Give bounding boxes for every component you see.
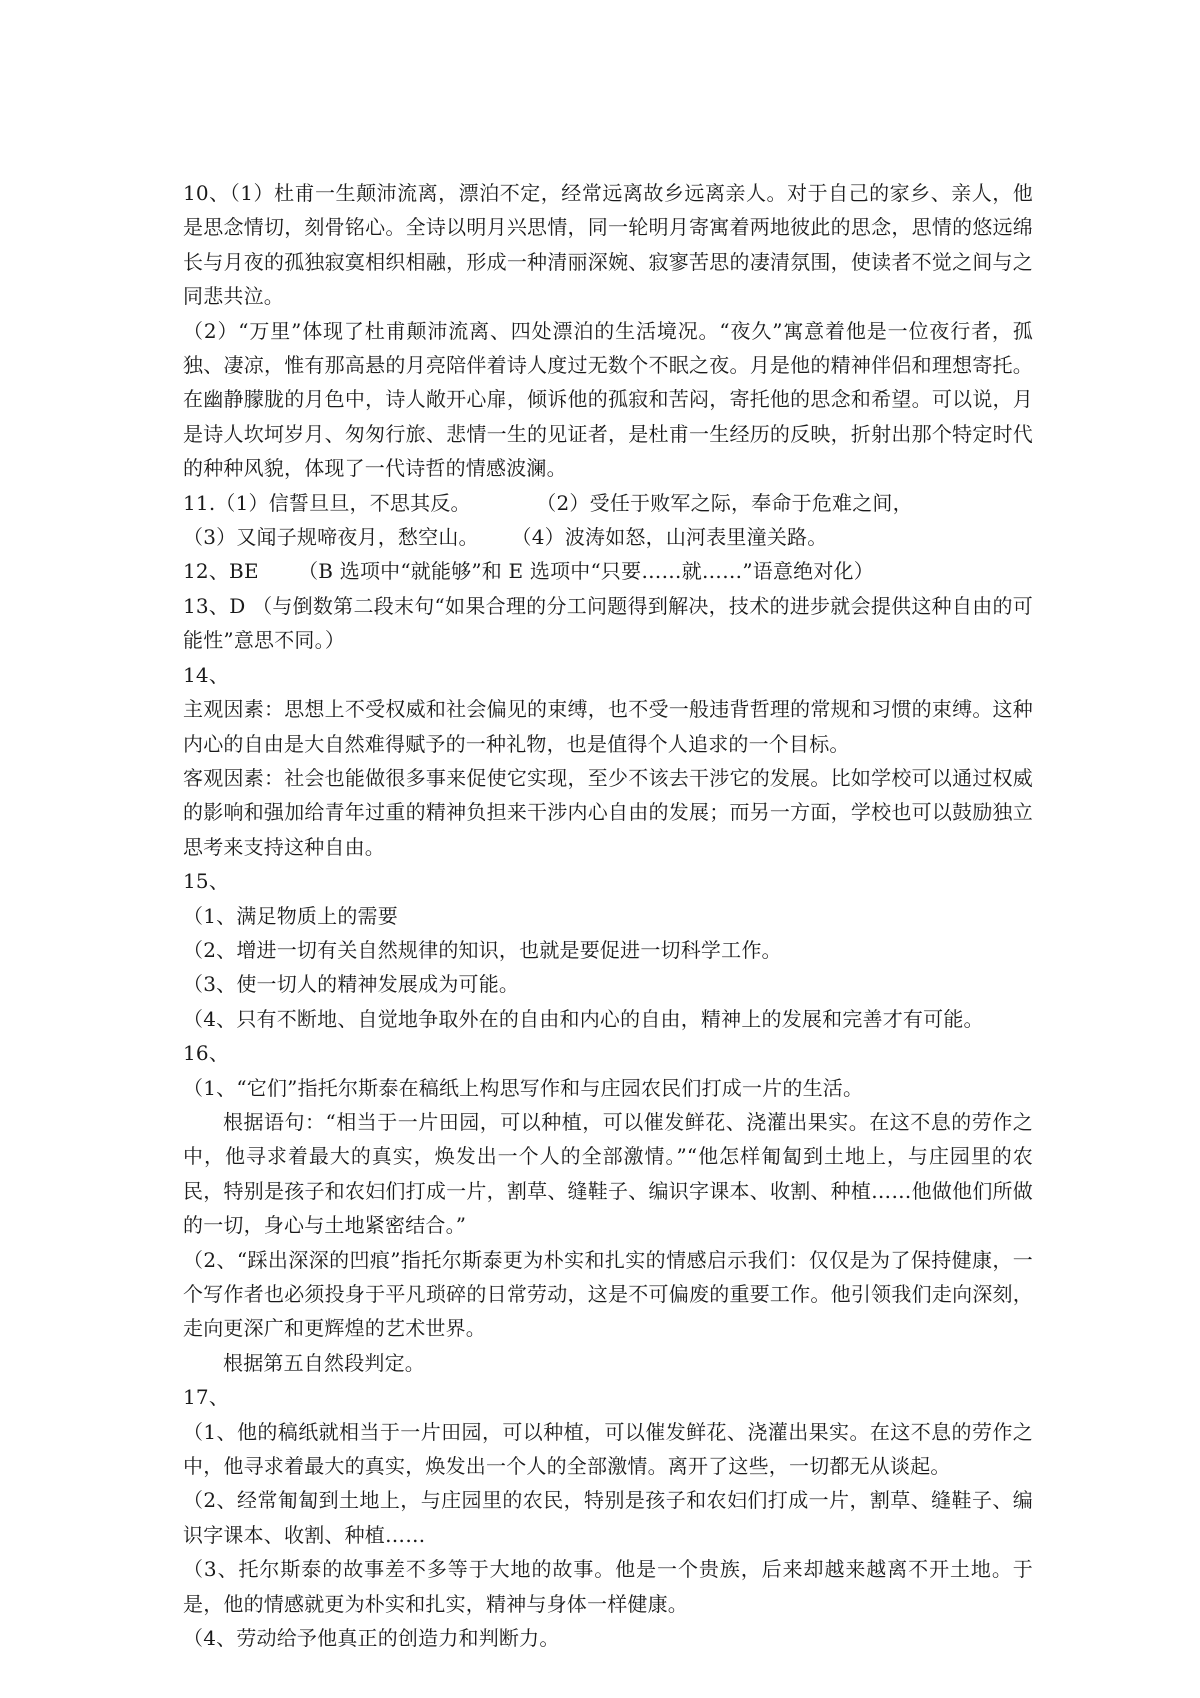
answer-15-item-1: （1、满足物质上的需要 [183,903,398,928]
answer-17-item-2: （2、经常匍匐到土地上，与庄园里的农民，特别是孩子和农妇们打成一片，割草、缝鞋子、编识字课本、收割、种植…… [183,1488,1033,1547]
answer-17-item-3: （3、托尔斯泰的故事差不多等于大地的故事。他是一个贵族，后来却越来越离不开土地。于是，他的情感就更为朴实和扎实，精神与身体一样健康。 [183,1557,1033,1616]
answer-10-part-2: （2）“万里”体现了杜甫颠沛流离、四处漂泊的生活境况。“夜久”寓意着他是一位夜行者，孤独、凄凉，惟有那高悬的月亮陪伴着诗人度过无数个不眠之夜。月是他的精神伴侣和理想寄托。在幽静朦胧的月色中，诗人敞开心扉，倾诉他的孤寂和苦闷，寄托他的思念和希望。可以说，月是诗人坎坷岁月、匆匆行旅、悲情一生的见证者，是杜甫一生经历的反映，折射出那个特定时代的种种风貌，体现了一代诗哲的情感波澜。 [183,318,1033,481]
answer-text-body [183,176,1033,1655]
answer-13: 13、D （与倒数第二段末句“如果合理的分工问题得到解决，技术的进步就会提供这种自由的可能性”意思不同。） [183,593,1033,653]
answer-15-heading: 15、 [183,869,230,894]
answer-16-item-2: （2、“踩出深深的凹痕”指托尔斯泰更为朴实和扎实的情感启示我们：仅仅是为了保持健康，一个写作者也必须投身于平凡琐碎的日常劳动，这是不可偏废的重要工作。他引领我们走向深刻，走向更深广和更辉煌的艺术世界。 [183,1247,1033,1341]
answer-10-part-1: 10、（1）杜甫一生颠沛流离，漂泊不定，经常远离故乡远离亲人。对于自己的家乡、亲人，他是思念情切，刻骨铭心。全诗以明月兴思情，同一轮明月寄寓着两地彼此的思念，思情的悠远绵长与月夜的孤独寂寞相织相融，形成一种清丽深婉、寂寥苦思的凄清氛围，使读者不觉之间与之同悲共泣。 [183,181,1033,309]
answer-15-item-2: （2、增进一切有关自然规律的知识，也就是要促进一切科学工作。 [183,937,782,962]
answer-17-item-1: （1、他的稿纸就相当于一片田园，可以种植，可以催发鲜花、浇灌出果实。在这不息的劳作之中，他寻求着最大的真实，焕发出一个人的全部激情。离开了这些，一切都无从谈起。 [183,1419,1033,1479]
answer-16-heading: 16、 [183,1041,230,1066]
answer-16-item-1-basis: 根据语句：“相当于一片田园，可以种植，可以催发鲜花、浇灌出果实。在这不息的劳作之中，他寻求着最大的真实，焕发出一个人的全部激情。”“他怎样匍匐到土地上，与庄园里的农民，特别是孩子和农妇们打成一片，割草、缝鞋子、编识字课本、收割、种植……他做他们所做的一切，身心与土地紧密结合。” [183,1109,1033,1238]
answer-14-heading: 14、 [183,662,230,687]
answer-14-subjective: 主观因素：思想上不受权威和社会偏见的束缚，也不受一般违背哲理的常规和习惯的束缚。这种内心的自由是大自然难得赋予的一种礼物，也是值得个人追求的一个目标。 [183,697,1033,756]
answer-12: 12、BE （B 选项中“就能够”和 E 选项中“只要……就……”语意绝对化） [183,559,874,584]
answer-11-line-2: （3）又闻子规啼夜月，愁空山。 （4）波涛如怒，山河表里潼关路。 [183,525,828,550]
answer-15-item-3: （3、使一切人的精神发展成为可能。 [183,972,520,997]
answer-17-heading: 17、 [183,1385,230,1410]
answer-14-objective: 客观因素：社会也能做很多事来促使它实现，至少不该去干涉它的发展。比如学校可以通过权威的影响和强加给青年过重的精神负担来干涉内心自由的发展；而另一方面，学校也可以鼓励独立思考来支持这种自由。 [183,765,1033,859]
answer-15-item-4: （4、只有不断地、自觉地争取外在的自由和内心的自由，精神上的发展和完善才有可能。 [183,1006,984,1031]
answer-17-item-4: （4、劳动给予他真正的创造力和判断力。 [183,1626,560,1651]
answer-11-line-1: 11.（1）信誓旦旦，不思其反。 （2）受任于败军之际，奉命于危难之间， [183,490,913,515]
answer-16-item-2-basis: 根据第五自然段判定。 [223,1350,425,1375]
answer-16-item-1: （1、“它们”指托尔斯泰在稿纸上构思写作和与庄园农民们打成一片的生活。 [183,1075,864,1100]
